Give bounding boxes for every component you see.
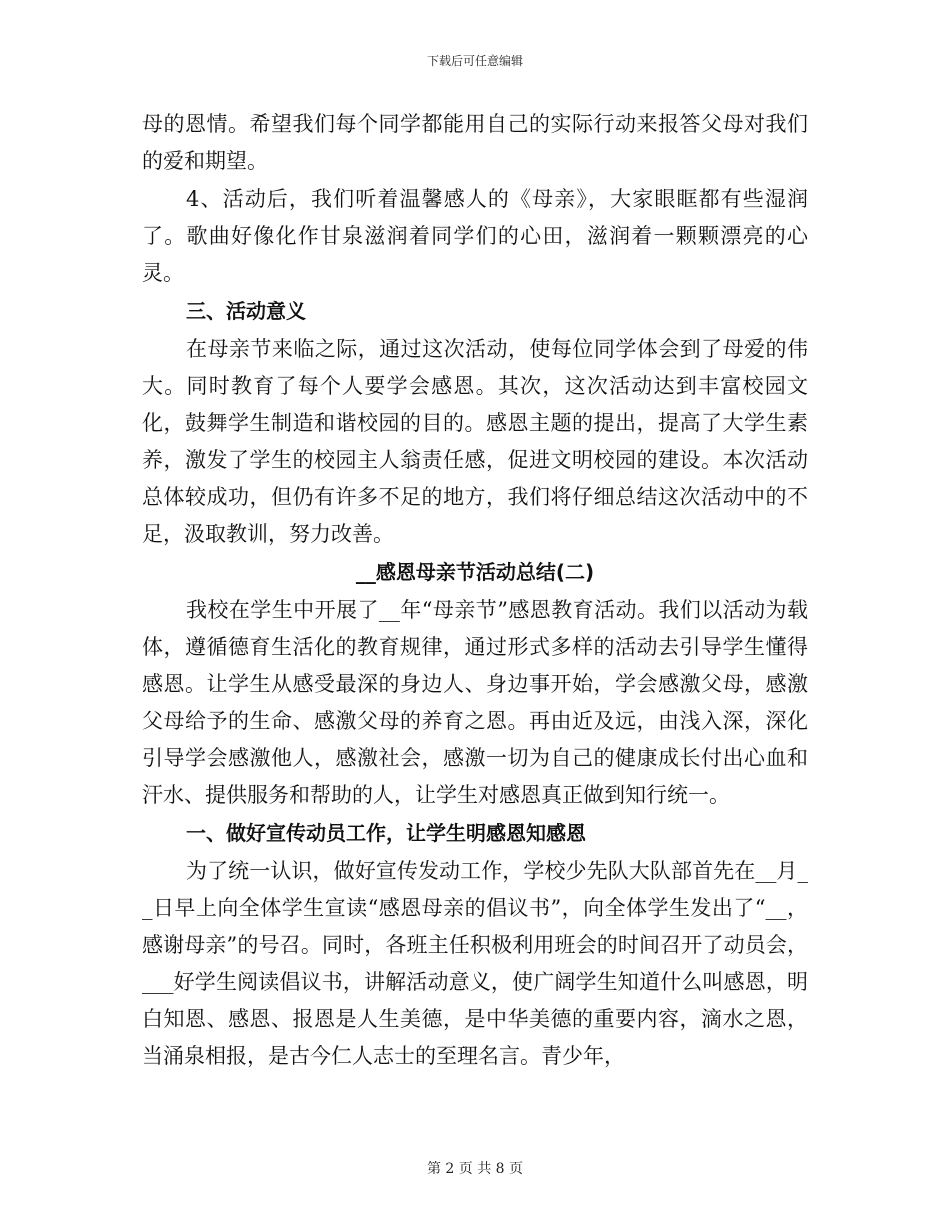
- page-header: 下载后可任意编辑: [426, 54, 523, 68]
- paragraph: 在母亲节来临之际，通过这次活动，使每位同学体会到了母爱的伟大。同时教育了每个人要学会感恩。其次，这次活动达到丰富校园文化，鼓舞学生制造和谐校园的目的。感恩主题的提出，提高了大学生素养，激发了学生的校园主人翁责任感，促进文明校园的建设。本次活动总体较成功，但仍有许多不足的地方，我们将仔细总结这次活动中的不足，汲取教训，努力改善。: [142, 337, 808, 546]
- paragraph: 母的恩情。希望我们每个同学都能用自己的实际行动来报答父母对我们的爱和期望。: [142, 112, 808, 173]
- section-heading: 一、做好宣传动员工作，让学生明感恩知感恩: [186, 821, 586, 845]
- paragraph: 4、活动后，我们听着温馨感人的《母亲》，大家眼眶都有些湿润了。歌曲好像化作甘泉滋润着同学们的心田，滋润着一颗颗漂亮的心灵。: [142, 187, 808, 285]
- paragraph: 我校在学生中开展了__年“母亲节”感恩教育活动。我们以活动为载体，遵循德育生活化的教育规律，通过形式多样的活动去引导学生懂得感恩。让学生从感受最深的身边人、身边事开始，学会感激父母，感激父母给予的生命、感激父母的养育之恩。再由近及远，由浅入深，深化引导学会感激他人，感激社会，感激一切为自己的健康成长付出心血和汗水、提供服务和帮助的人，让学生对感恩真正做到知行统一。: [142, 598, 808, 807]
- paragraph: 为了统一认识，做好宣传发动工作，学校少先队大队部首先在__月__日早上向全体学生宣读“感恩母亲的倡议书”，向全体学生发出了“__，感谢母亲”的号召。同时，各班主任积极利用班会的时间召开了动员会，___好学生阅读倡议书，讲解活动意义，使广阔学生知道什么叫感恩，明白知恩、感恩、报恩是人生美德，是中华美德的重要内容，滴水之恩，当涌泉相报，是古今仁人志士的至理名言。青少年，: [142, 859, 808, 1068]
- document-body: [142, 106, 808, 1076]
- page-footer: 第 2 页 共 8 页: [426, 1161, 524, 1177]
- section-heading: 三、活动意义: [186, 299, 306, 323]
- document-title: __感恩母亲节活动总结(二): [355, 560, 595, 584]
